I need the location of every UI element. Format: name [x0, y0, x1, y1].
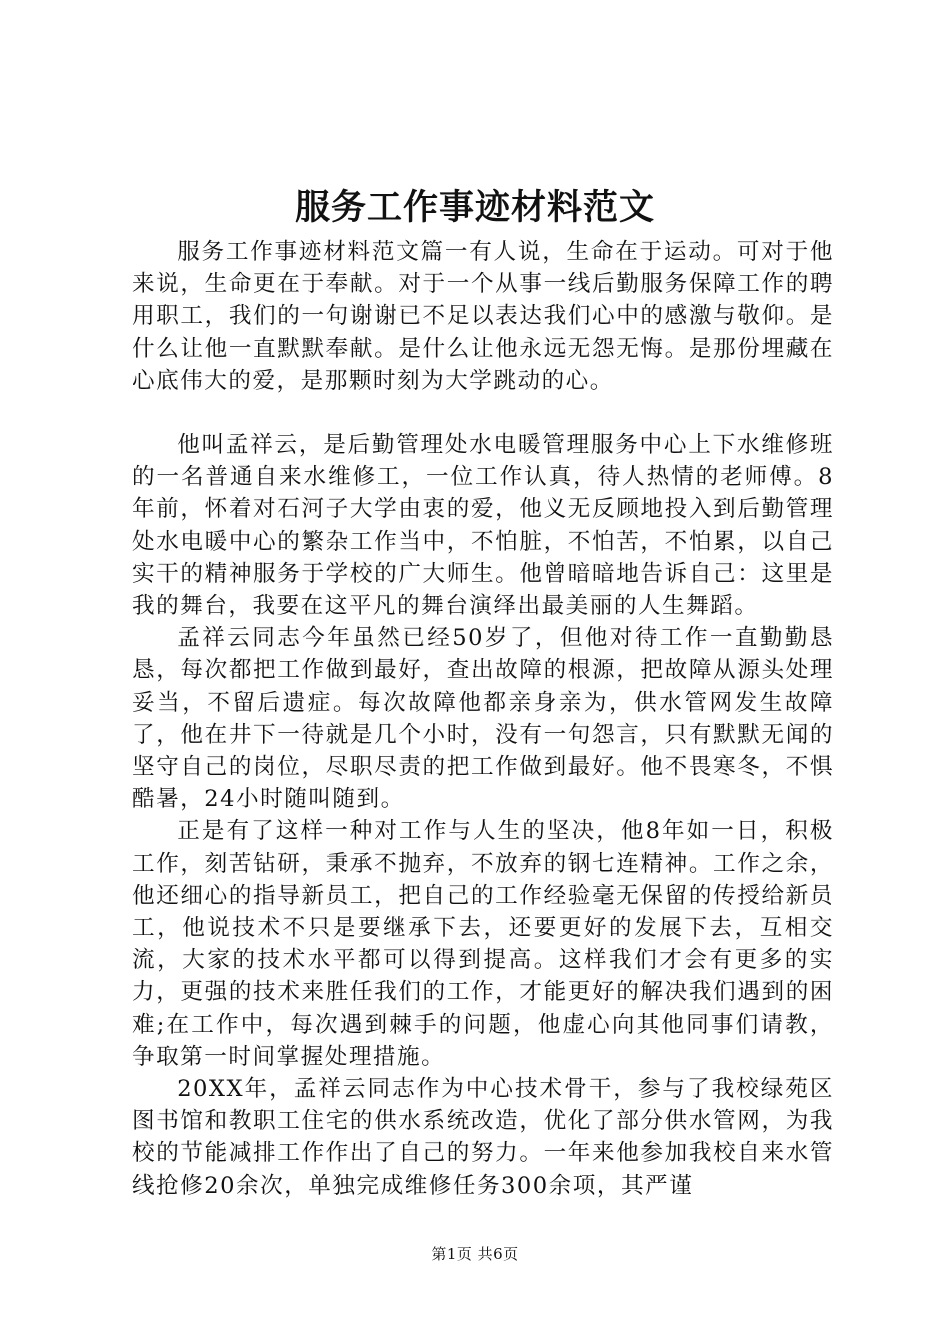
paragraph-2: 他叫孟祥云，是后勤管理处水电暖管理服务中心上下水维修班的一名普通自来水维修工，一位工作认真，待人热情的老师傅。8年前，怀着对石河子大学由衷的爱，他义无反顾地投入到后勤管理处水电暖中心的繁杂工作当中，不怕脏，不怕苦，不怕累，以自己实干的精神服务于学校的广大师生。他曾暗暗地告诉自己：这里是我的舞台，我要在这平凡的舞台演绎出最美丽的人生舞蹈。 [132, 432, 834, 620]
paragraph-3: 孟祥云同志今年虽然已经50岁了，但他对待工作一直勤勤恳恳，每次都把工作做到最好，查出故障的根源，把故障从源头处理妥当，不留后遗症。每次故障他都亲身亲为，供水管网发生故障了，他在井下一待就是几个小时，没有一句怨言，只有默默无闻的坚守自己的岗位，尽职尽责的把工作做到最好。他不畏寒冬，不惧酷暑，24小时随叫随到。 [132, 625, 834, 813]
paragraph-spacer [132, 397, 834, 429]
page-number-footer: 第1页 共6页 [431, 1245, 519, 1263]
paragraph-1: 服务工作事迹材料范文篇一有人说，生命在于运动。可对于他来说，生命更在于奉献。对于一个从事一线后勤服务保障工作的聘用职工，我们的一句谢谢已不足以表达我们心中的感激与敬仰。是什么让他一直默默奉献。是什么让他永远无怨无悔。是那份埋藏在心底伟大的爱，是那颗时刻为大学跳动的心。 [132, 239, 834, 394]
document-body [132, 236, 834, 1202]
document-title: 服务工作事迹材料范文 [294, 188, 655, 228]
paragraph-5: 20XX年，孟祥云同志作为中心技术骨干，参与了我校绿苑区图书馆和教职工住宅的供水系统改造，优化了部分供水管网，为我校的节能减排工作作出了自己的努力。一年来他参加我校自来水管线抢修20余次，单独完成维修任务300余项，其严谨 [132, 1076, 834, 1199]
paragraph-4: 正是有了这样一种对工作与人生的坚决，他8年如一日，积极工作，刻苦钻研，秉承不抛弃，不放弃的钢七连精神。工作之余，他还细心的指导新员工，把自己的工作经验毫无保留的传授给新员工，他说技术不只是要继承下去，还要更好的发展下去，互相交流，大家的技术水平都可以得到提高。这样我们才会有更多的实力，更强的技术来胜任我们的工作，才能更好的解决我们遇到的困难;在工作中，每次遇到棘手的问题，他虚心向其他同事们请教，争取第一时间掌握处理措施。 [132, 818, 834, 1070]
